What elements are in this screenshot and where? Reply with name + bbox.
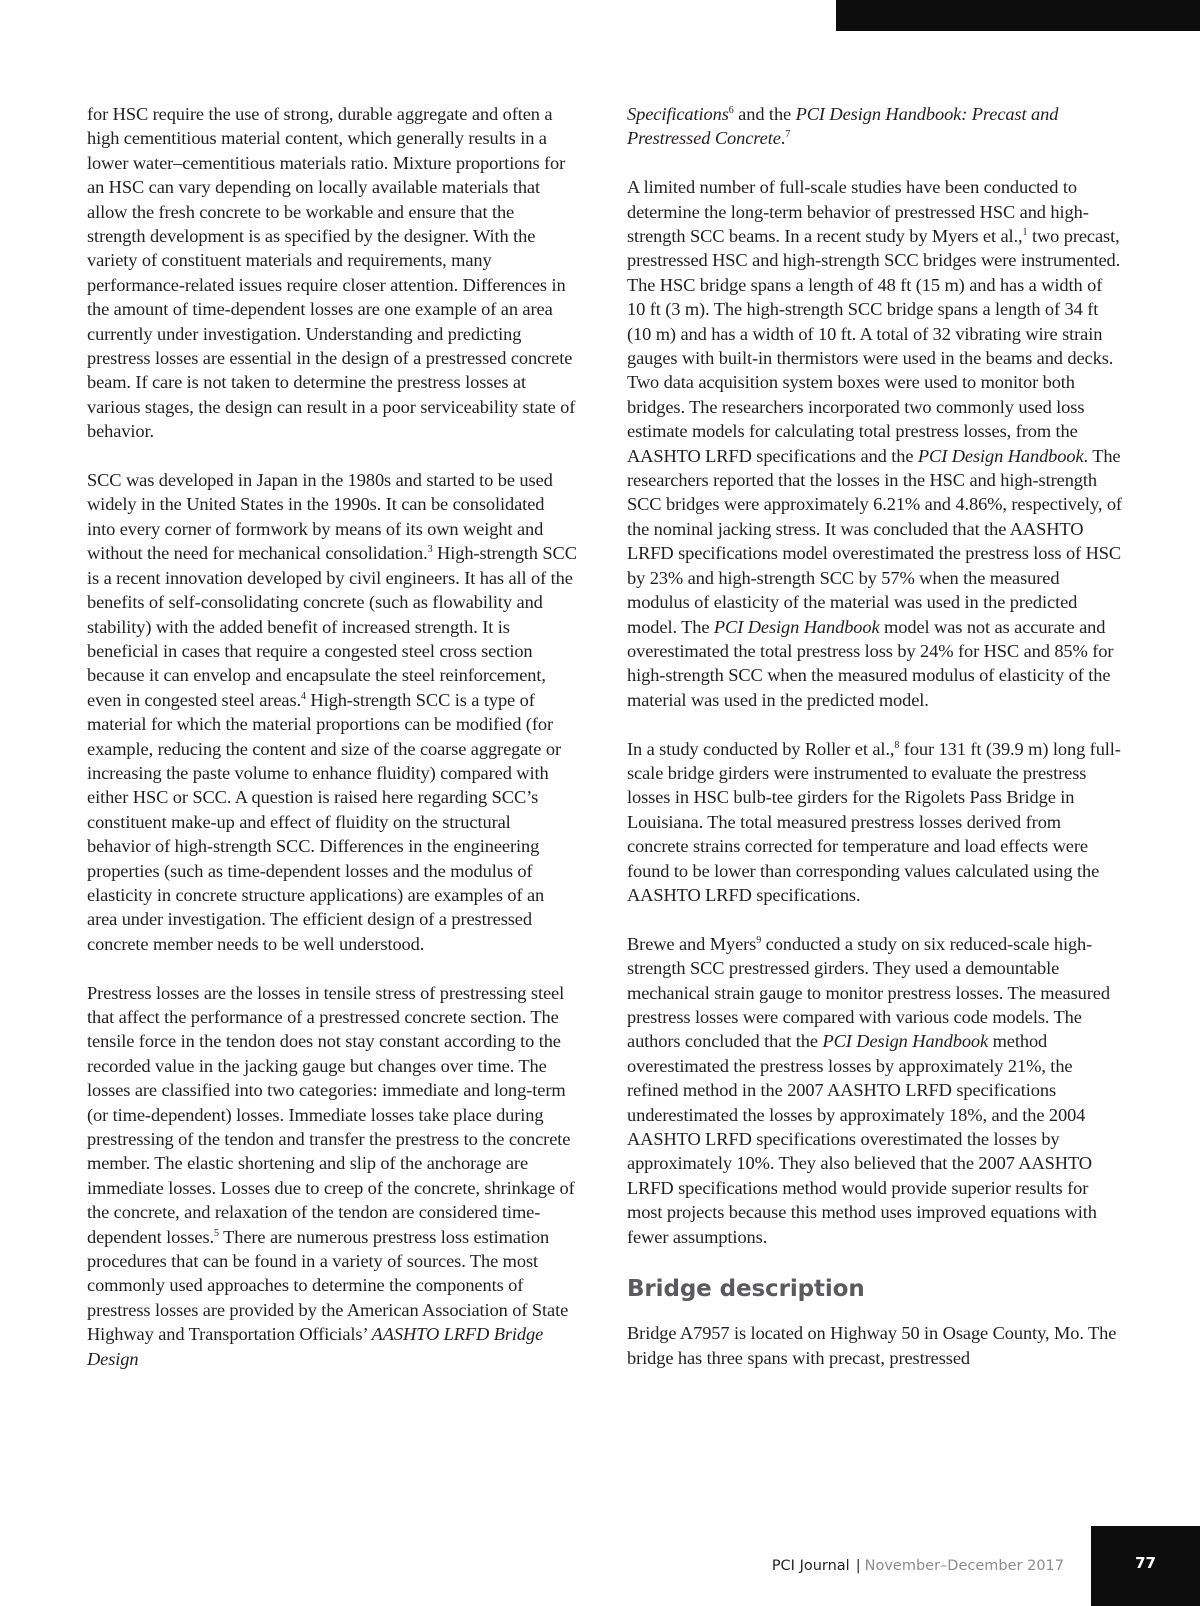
- citation-title: AASHTO LRFD Bridge Design: [87, 1324, 544, 1369]
- citation-title: PCI Design Handbook: [822, 1031, 989, 1052]
- citation-title: Specifications: [627, 104, 729, 124]
- paragraph: In a study conducted by Roller et al.,$^8$ four 131 ft (39.9 m) long full-scale bridge girders were instrumented to evaluate the prestress losses in HSC bulb-tee girders for the Rigolets Pass Bridge in Louisiana. The total measured prestress losses derived from concrete strains corrected for temperature and load effects were found to be lower than corresponding values calculated using the AASHTO LRFD specifications.: [627, 738, 1121, 905]
- page-number: 77: [1091, 1526, 1200, 1606]
- reference-marker: 6: [728, 105, 734, 116]
- left-column: [87, 102, 577, 1395]
- footer-separator: |: [855, 1558, 861, 1574]
- paragraph: A limited number of full-scale studies have been conducted to determine the long-term behavior of prestressed HSC and high-strength SCC beams. In a recent study by Myers et al.,$^1$ two precast, prestressed HSC and high-strength SCC bridges were instrumented. The HSC bridge spans a length of 48 ft (15 m) and has a width of 10 ft (3 m). The high-strength SCC bridge spans a length of 34 ft (10 m) and has a width of 10 ft. A total of 32 vibrating wire strain gauges with built-in thermistors were used in the beams and decks. Two data acquisition system boxes were used to monitor both bridges. The researchers incorporated two commonly used loss estimate models for calculating total prestress losses, from the AASHTO LRFD specifications and the PCI Design Handbook. The researchers reported that the losses in the HSC and high-strength SCC bridges were approximately 6.21% and 4.86%, respectively, of the nominal jacking stress. It was concluded that the AASHTO LRFD specifications model overestimated the prestress loss of HSC by 23% and high-strength SCC by 57% when the measured modulus of elasticity of the material was used in the predicted model. The PCI Design Handbook model was not as accurate and overestimated the total prestress loss by 24% for HSC and 85% for high-strength SCC when the measured modulus of elasticity of the material was used in the predicted model.: [627, 177, 1122, 710]
- paragraph: Prestress losses are the losses in tensile stress of prestressing steel that affect the performance of a prestressed concrete section. The tensile force in the tendon does not stay constant according to the recorded value in the jacking gauge but changes over time. The losses are classified into two categories: immediate and long-term (or time-dependent) losses. Immediate losses take place during prestressing of the tendon and transfer the prestress to the concrete member. The elastic shortening and slip of the anchorage are immediate losses. Losses due to creep of the concrete, shrinkage of the concrete, and relaxation of the tendon are considered time-dependent losses.$^5$ There are numerous prestress loss estimation procedures that can be found in a variety of sources. The most commonly used approaches to determine the components of prestress losses are provided by the American Association of State Highway and Transportation Officials’ AASHTO LRFD Bridge Design: [87, 982, 575, 1369]
- reference-marker: 5: [214, 1227, 219, 1239]
- reference-marker: 9: [756, 934, 762, 946]
- paragraph: SCC was developed in Japan in the 1980s and started to be used widely in the United States in the 1990s. It can be consolidated into every corner of formwork by means of its own weight and without the need for mechanical consolidation.$^3$ High-strength SCC is a recent innovation developed by civil engineers. It has all of the benefits of self-consolidating concrete (such as flowability and stability) with the added benefit of increased strength. It is beneficial in cases that require a congested steel cross section because it can envelop and encapsulate the steel reinforcement, even in congested steel areas.$^4$ High-strength SCC is a type of material for which the material proportions can be modified (for example, reducing the content and size of the coarse aggregate or increasing the paste volume to enhance fluidity) compared with either HSC or SCC. A question is raised here regarding SCC’s constituent make-up and effect of fluidity on the structural behavior of high-strength SCC. Differences in the engineering properties (such as time-dependent losses and the modulus of elasticity in concrete structure applications) are examples of an area under investigation. The efficient design of a prestressed concrete member needs to be well understood.: [87, 470, 577, 954]
- reference-marker: 8: [894, 739, 900, 751]
- paragraph: Brewe and Myers$^9$ conducted a study on six reduced-scale high-strength SCC prestressed girders. They used a demountable mechanical strain gauge to monitor prestress losses. The measured prestress losses were compared with various code models. The authors concluded that the PCI Design Handbook method overestimated the prestress losses by approximately 21%, the refined method in the 2007 AASHTO LRFD specifications underestimated the losses by approximately 18%, and the 2004 AASHTO LRFD specifications overestimated the losses by approximately 10%. They also believed that the 2007 AASHTO LRFD specifications method would provide superior results for most projects because this method uses improved equations with fewer assumptions.: [627, 933, 1110, 1247]
- citation-title: PCI Design Handbook: [917, 445, 1084, 466]
- reference-marker: 1: [1022, 227, 1028, 239]
- page-footer: [0, 1526, 1200, 1606]
- citation-title: PCI Design Handbook: Precast and Prestressed Concrete: [627, 104, 1059, 149]
- paragraph: Bridge A7957 is located on Highway 50 in Osage County, Mo. The bridge has three spans with precast, prestressed: [627, 1323, 1117, 1368]
- reference-marker: 7: [785, 129, 791, 141]
- reference-marker: 3: [427, 544, 433, 556]
- header-bar: [836, 0, 1200, 31]
- footer-credit: [772, 1558, 1064, 1574]
- paragraph: for HSC require the use of strong, durable aggregate and often a high cementitious material content, which generally results in a lower water–cementitious materials ratio. Mixture proportions for an HSC can vary depending on locally available materials that allow the fresh concrete to be workable and ensure that the strength development is as specified by the designer. With the variety of constituent materials and requirements, many performance-related issues require closer attention. Differences in the amount of time-dependent losses are one example of an area currently under investigation. Understanding and predicting prestress losses are essential in the design of a prestressed concrete beam. If care is not taken to determine the prestress losses at various stages, the design can result in a poor serviceability state of behavior.: [87, 104, 576, 442]
- section-heading: Bridge description: [627, 1276, 865, 1303]
- reference-marker: 4: [301, 690, 306, 702]
- right-column: [627, 102, 1122, 1395]
- citation-title: PCI Design Handbook: [713, 616, 880, 637]
- issue-date: November–December 2017: [864, 1558, 1064, 1574]
- journal-name: PCI Journal: [771, 1558, 850, 1574]
- paragraph: Specifications$^6$ and the PCI Design Handbook: Precast and Prestressed Concrete.$^7$: [627, 104, 1059, 149]
